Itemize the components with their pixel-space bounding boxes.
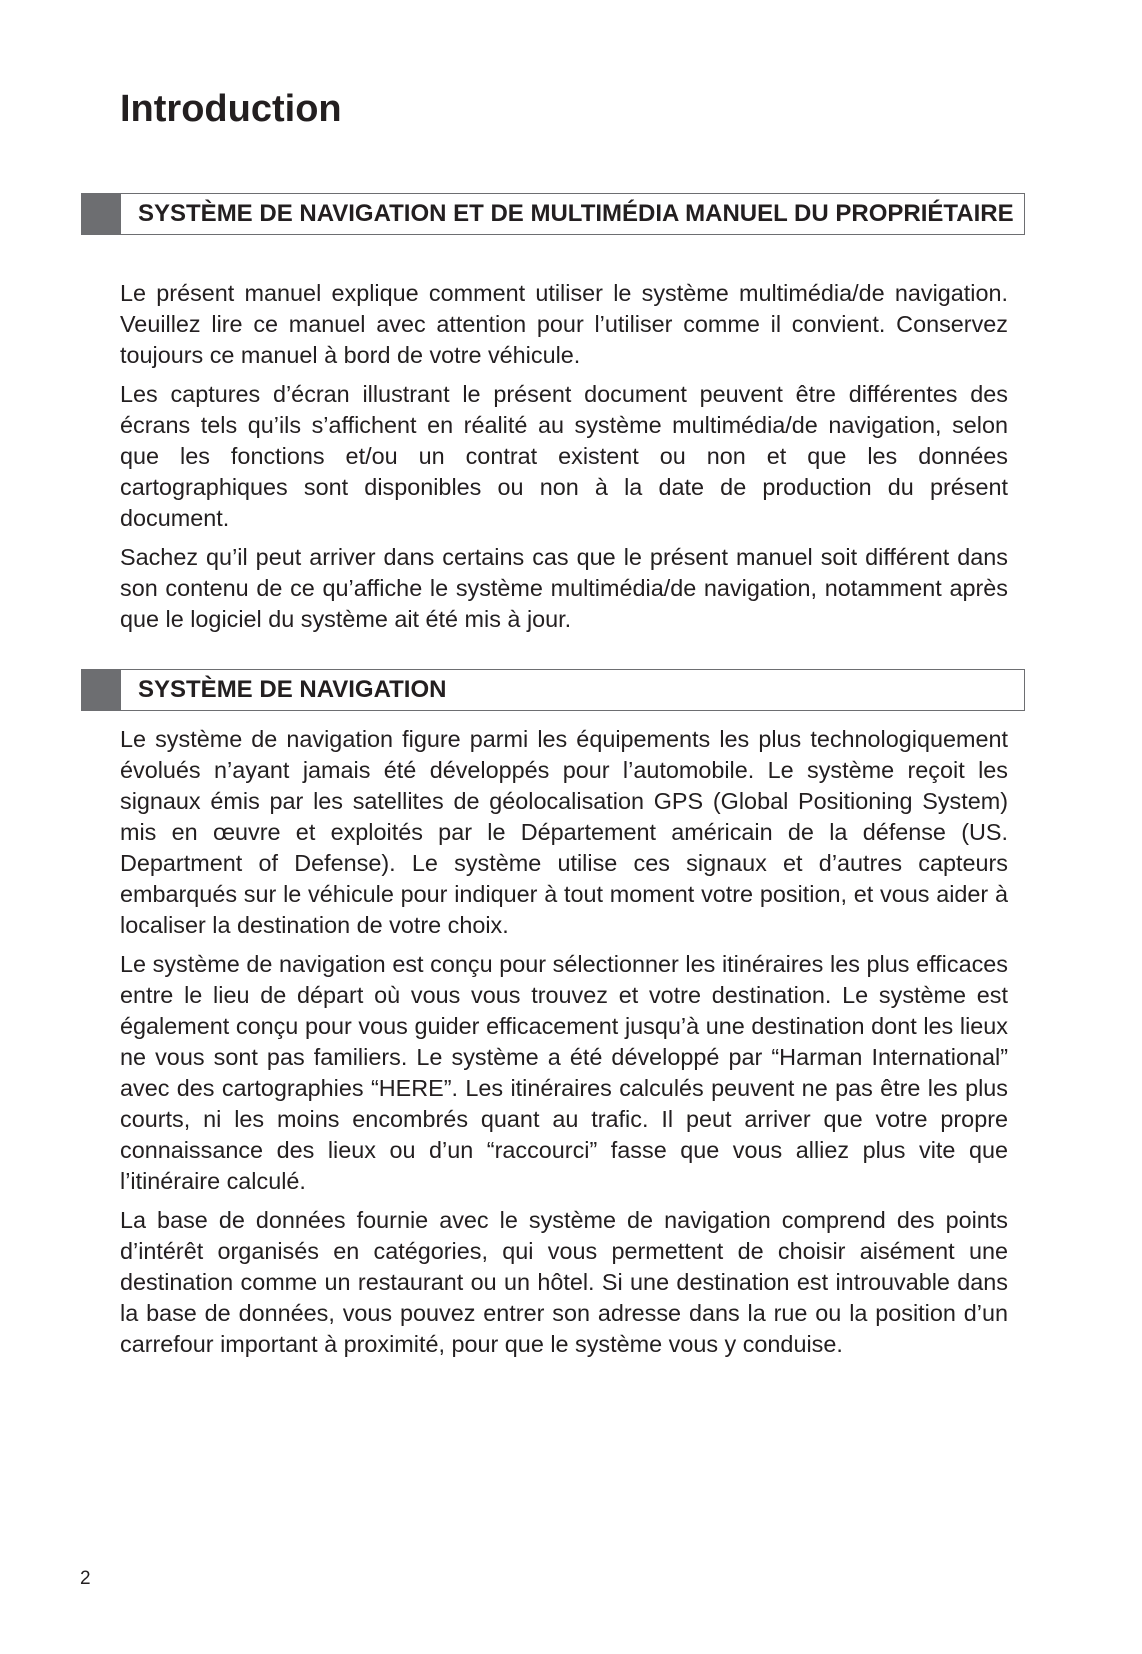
section-header-navigation-system [81,669,1025,711]
paragraph: La base de données fournie avec le système de navigation comprend des points d’intérêt organisés en catégories, qui vous permettent de choisir aisément une destination comme un restaurant ou un hôtel. Si une destination est introuvable dans la base de données, vous pouvez entrer son adresse dans la rue ou la position d’un carrefour important à proximité, pour que le système vous y conduise. [120,1207,1008,1357]
section-body-navigation-system [120,724,1008,1368]
section-header-owners-manual [81,193,1025,235]
paragraph: Le système de navigation figure parmi les équipements les plus technologiquement évolués n’ayant jamais été développés pour l’automobile. Le système reçoit les signaux émis par les satellites de géolocalisation GPS (Global Positioning System) mis en œuvre et exploités par le Département américain de la défense (US. Department of Defense). Le système utilise ces signaux et d’autres capteurs embarqués sur le véhicule pour indiquer à tout moment votre position, et vous aider à localiser la destination de votre choix. [120,726,1008,938]
paragraph: Les captures d’écran illustrant le présent document peuvent être différentes des écrans tels qu’ils s’affichent en réalité au système multimédia/de navigation, selon que les fonctions et/ou un contrat existent ou non et que les données cartographiques sont disponibles ou non à la date de production du présent document. [120,381,1008,531]
paragraph: Le système de navigation est conçu pour sélectionner les itinéraires les plus efficaces entre le lieu de départ où vous vous trouvez et votre destination. Le système est également conçu pour vous guider efficacement jusqu’à une destination dont les lieux ne vous sont pas familiers. Le système a été développé par “Harman International” avec des cartographies “HERE”. Les itinéraires calculés peuvent ne pas être les plus courts, ni les moins encombrés quant au trafic. Il peut arriver que votre propre connaissance des lieux ou d’un “raccourci” fasse que vous alliez plus vite que l’itinéraire calculé. [120,951,1008,1194]
section-marker-bar [82,194,121,234]
page-number: 2 [80,1568,91,1589]
section-body-owners-manual [120,278,1008,643]
section-heading: SYSTÈME DE NAVIGATION [138,676,447,703]
paragraph: Sachez qu’il peut arriver dans certains cas que le présent manuel soit différent dans son contenu de ce qu’affiche le système multimédia/de navigation, notamment après que le logiciel du système ait été mis à jour. [120,544,1008,632]
paragraph: Le présent manuel explique comment utiliser le système multimédia/de navigation. Veuillez lire ce manuel avec attention pour l’utiliser comme il convient. Conservez toujours ce manuel à bord de votre véhicule. [120,280,1008,368]
page-title: Introduction [120,88,342,130]
section-marker-bar [82,670,121,710]
section-heading: SYSTÈME DE NAVIGATION ET DE MULTIMÉDIA MANUEL DU PROPRIÉTAIRE [138,200,1014,227]
